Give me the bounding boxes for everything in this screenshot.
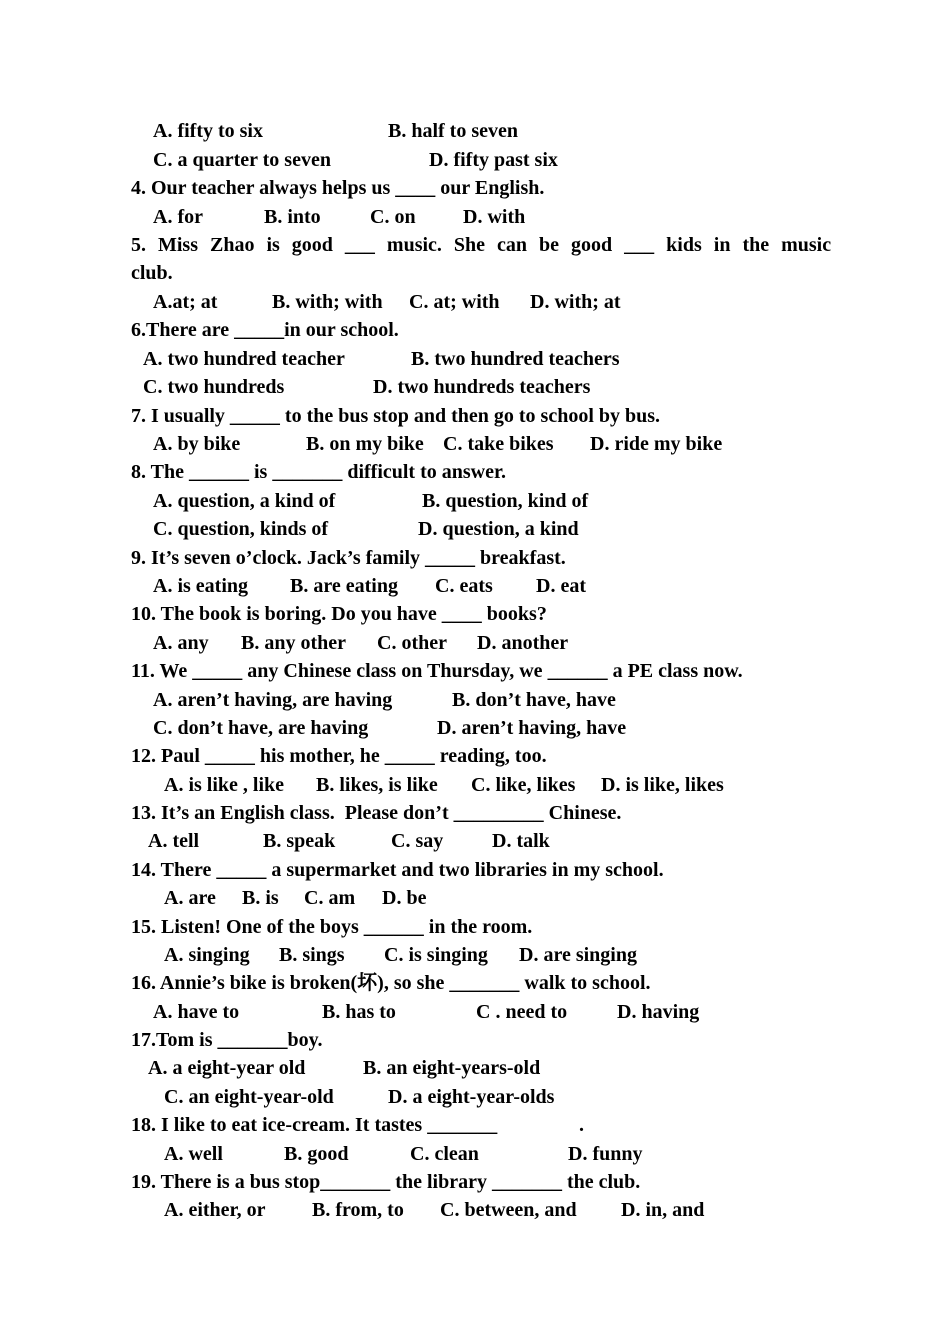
q18-period: . bbox=[579, 1114, 584, 1136]
q9-option-d: D. eat bbox=[536, 575, 586, 597]
q16-option-a: A. have to bbox=[153, 1001, 240, 1023]
q16-option-b: B. has to bbox=[322, 1001, 396, 1023]
q6-option-d: D. two hundreds teachers bbox=[373, 376, 591, 398]
q19-option-c: C. between, and bbox=[440, 1199, 577, 1221]
q7-option-d: D. ride my bike bbox=[590, 433, 723, 455]
q3-option-d: D. fifty past six bbox=[429, 149, 558, 171]
q3-option-c: C. a quarter to seven bbox=[153, 149, 331, 171]
q14-option-b: B. is bbox=[242, 887, 279, 909]
q7-option-c: C. take bikes bbox=[443, 433, 554, 455]
q8-question: 8. The ______ is _______ difficult to answer. bbox=[131, 461, 507, 483]
q8-option-b: B. question, kind of bbox=[422, 490, 589, 512]
q6-option-c: C. two hundreds bbox=[143, 376, 285, 398]
q8-option-a: A. question, a kind of bbox=[153, 490, 336, 512]
q10-option-c: C. other bbox=[377, 632, 447, 654]
q11-option-a: A. aren’t having, are having bbox=[153, 689, 393, 711]
q16-option-c: C . need to bbox=[476, 1001, 568, 1023]
q14-option-d: D. be bbox=[382, 887, 427, 909]
q9-option-c: C. eats bbox=[435, 575, 493, 597]
q19-option-a: A. either, or bbox=[164, 1199, 266, 1221]
q15-option-a: A. singing bbox=[164, 944, 250, 966]
q4-option-c: C. on bbox=[370, 206, 416, 228]
q15-option-b: B. sings bbox=[279, 944, 345, 966]
q13-question: 13. It’s an English class. Please don’t _________ Chinese. bbox=[131, 802, 622, 824]
q7-option-b: B. on my bike bbox=[306, 433, 424, 455]
q4-option-a: A. for bbox=[153, 206, 203, 228]
q18-option-a: A. well bbox=[164, 1143, 223, 1165]
q14-option-c: C. am bbox=[304, 887, 356, 909]
q10-option-d: D. another bbox=[477, 632, 569, 654]
q17-option-c: C. an eight-year-old bbox=[164, 1086, 334, 1108]
q7-question: 7. I usually _____ to the bus stop and then go to school by bus. bbox=[131, 405, 661, 427]
q5-option-d: D. with; at bbox=[530, 291, 621, 313]
q4-option-b: B. into bbox=[264, 206, 321, 228]
q5-option-a: A.at; at bbox=[153, 291, 218, 313]
q3-option-b: B. half to seven bbox=[388, 120, 518, 142]
q17-option-b: B. an eight-years-old bbox=[363, 1057, 541, 1079]
q19-question: 19. There is a bus stop_______ the library _______ the club. bbox=[131, 1171, 641, 1193]
q18-option-d: D. funny bbox=[568, 1143, 643, 1165]
q8-option-c: C. question, kinds of bbox=[153, 518, 329, 540]
q6-question: 6.There are _____in our school. bbox=[131, 319, 399, 341]
q13-option-d: D. talk bbox=[492, 830, 550, 852]
q17-option-a: A. a eight-year old bbox=[148, 1057, 306, 1079]
q19-option-b: B. from, to bbox=[312, 1199, 404, 1221]
q11-option-d: D. aren’t having, have bbox=[437, 717, 627, 739]
q15-question: 15. Listen! One of the boys ______ in the room. bbox=[131, 916, 533, 938]
q12-option-c: C. like, likes bbox=[471, 774, 576, 796]
q17-question: 17.Tom is _______boy. bbox=[131, 1029, 323, 1051]
q11-question: 11. We _____ any Chinese class on Thursday, we ______ a PE class now. bbox=[131, 660, 743, 682]
q15-option-c: C. is singing bbox=[384, 944, 488, 966]
q14-question: 14. There _____ a supermarket and two libraries in my school. bbox=[131, 859, 664, 881]
q10-question: 10. The book is boring. Do you have ____ books? bbox=[131, 603, 547, 625]
q3-option-a: A. fifty to six bbox=[153, 120, 263, 142]
q13-option-a: A. tell bbox=[148, 830, 200, 852]
q14-option-a: A. are bbox=[164, 887, 216, 909]
q5-option-c: C. at; with bbox=[409, 291, 500, 313]
q11-option-c: C. don’t have, are having bbox=[153, 717, 369, 739]
q7-option-a: A. by bike bbox=[153, 433, 241, 455]
q12-option-a: A. is like , like bbox=[164, 774, 285, 796]
q16-question: 16. Annie’s bike is broken(坏), so she _______ walk to school. bbox=[131, 972, 651, 994]
q12-question: 12. Paul _____ his mother, he _____ reading, too. bbox=[131, 745, 547, 767]
q12-option-d: D. is like, likes bbox=[601, 774, 724, 796]
q18-option-b: B. good bbox=[284, 1143, 349, 1165]
q12-option-b: B. likes, is like bbox=[316, 774, 438, 796]
q8-option-d: D. question, a kind bbox=[418, 518, 579, 540]
q18-question: 18. I like to eat ice-cream. It tastes _______ bbox=[131, 1114, 498, 1136]
q5-option-b: B. with; with bbox=[272, 291, 383, 313]
q17-option-d: D. a eight-year-olds bbox=[388, 1086, 555, 1108]
q19-option-d: D. in, and bbox=[621, 1199, 705, 1221]
q16-option-d: D. having bbox=[617, 1001, 700, 1023]
q9-question: 9. It’s seven o’clock. Jack’s family _____ breakfast. bbox=[131, 547, 566, 569]
q9-option-b: B. are eating bbox=[290, 575, 398, 597]
q13-option-c: C. say bbox=[391, 830, 444, 852]
q13-option-b: B. speak bbox=[263, 830, 336, 852]
q4-question: 4. Our teacher always helps us ____ our English. bbox=[131, 177, 545, 199]
q18-option-c: C. clean bbox=[410, 1143, 479, 1165]
q5-question-line2: club. bbox=[131, 262, 173, 284]
q10-option-b: B. any other bbox=[241, 632, 346, 654]
q5-question-line1: 5. Miss Zhao is good ___ music. She can be good ___ kids in the music bbox=[131, 234, 832, 256]
q6-option-a: A. two hundred teacher bbox=[143, 348, 345, 370]
q9-option-a: A. is eating bbox=[153, 575, 248, 597]
q11-option-b: B. don’t have, have bbox=[452, 689, 616, 711]
q15-option-d: D. are singing bbox=[519, 944, 637, 966]
q4-option-d: D. with bbox=[463, 206, 526, 228]
q6-option-b: B. two hundred teachers bbox=[411, 348, 620, 370]
q10-option-a: A. any bbox=[153, 632, 209, 654]
